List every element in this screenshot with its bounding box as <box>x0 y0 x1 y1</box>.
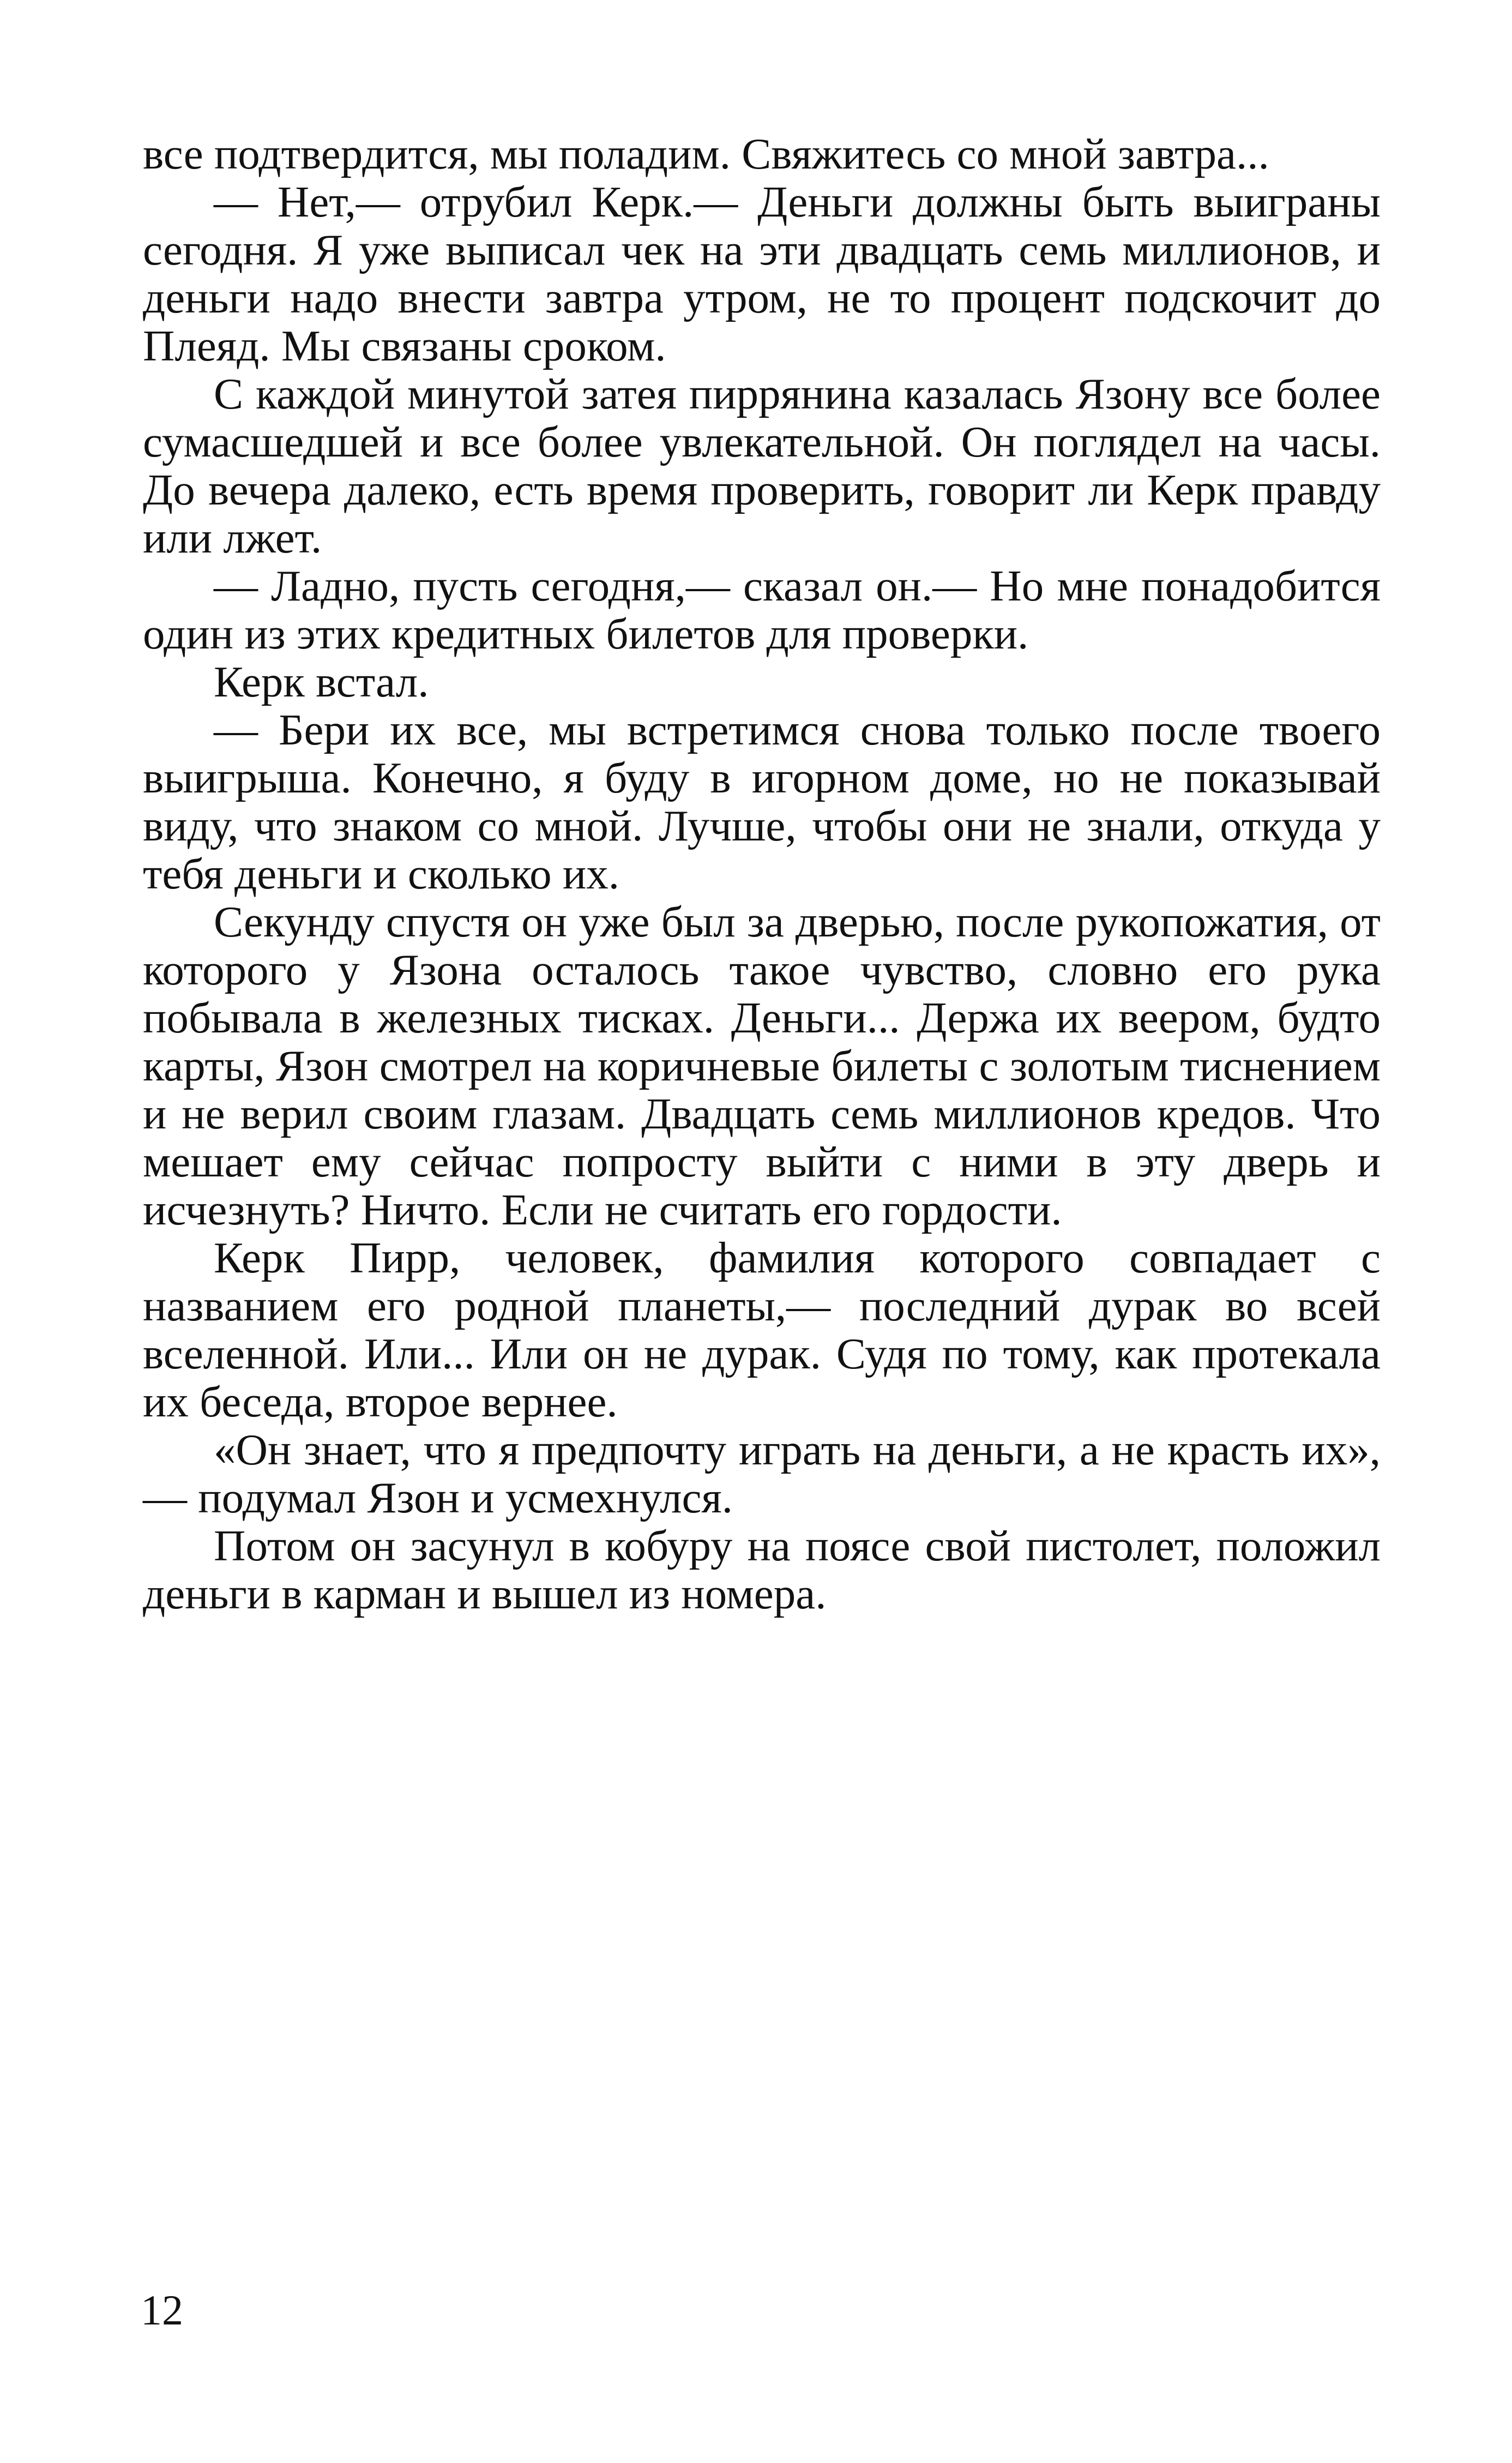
paragraph-4: — Ладно, пусть сегодня,— сказал он.— Но мне понадобится один из этих кредитных билетов для проверки. <box>143 561 1381 658</box>
paragraph-1: все подтвердится, мы поладим. Свяжитесь со мной завтра... <box>143 129 1269 178</box>
paragraph-10: Потом он засунул в кобуру на поясе свой пистолет, положил деньги в карман и вышел из номера. <box>143 1521 1381 1618</box>
paragraph-3: С каждой минутой затея пиррянина казалась Язону все более сумасшедшей и все более увлекательной. Он поглядел на часы. До вечера далеко, есть время проверить, говорит ли Керк правду или лжет. <box>143 369 1381 562</box>
page-number: 12 <box>141 2286 183 2334</box>
paragraph-8: Керк Пирр, человек, фамилия которого совпадает с названием его родной планеты,— последний дурак во всей вселенной. Или... Или он не дурак. Судя по тому, как протекала их беседа, второе вернее. <box>143 1233 1381 1426</box>
paragraph-9: «Он знает, что я предпочту играть на деньги, а не красть их»,— подумал Язон и усмехнулся. <box>143 1425 1381 1522</box>
paragraph-7: Секунду спустя он уже был за дверью, после рукопожатия, от которого у Язона осталось такое чувство, словно его рука побывала в железных тисках. Деньги... Держа их веером, будто карты, Язон смотрел на коричневые билеты с золотым тиснением и не верил своим глазам. Двадцать семь миллионов кредов. Что мешает ему сейчас попросту выйти с ними в эту дверь и исчезнуть? Ничто. Если не считать его гордости. <box>143 897 1381 1234</box>
paragraph-2: — Нет,— отрубил Керк.— Деньги должны быть выиграны сегодня. Я уже выписал чек на эти двадцать семь миллионов, и деньги надо внести завтра утром, не то процент подскочит до Плеяд. Мы связаны сроком. <box>143 177 1381 370</box>
body-text <box>143 130 1381 1618</box>
paragraph-5: Керк встал. <box>214 657 429 706</box>
paragraph-6: — Бери их все, мы встретимся снова только после твоего выигрыша. Конечно, я буду в игорном доме, но не показывай виду, что знаком со мной. Лучше, чтобы они не знали, откуда у тебя деньги и сколько их. <box>143 705 1381 898</box>
